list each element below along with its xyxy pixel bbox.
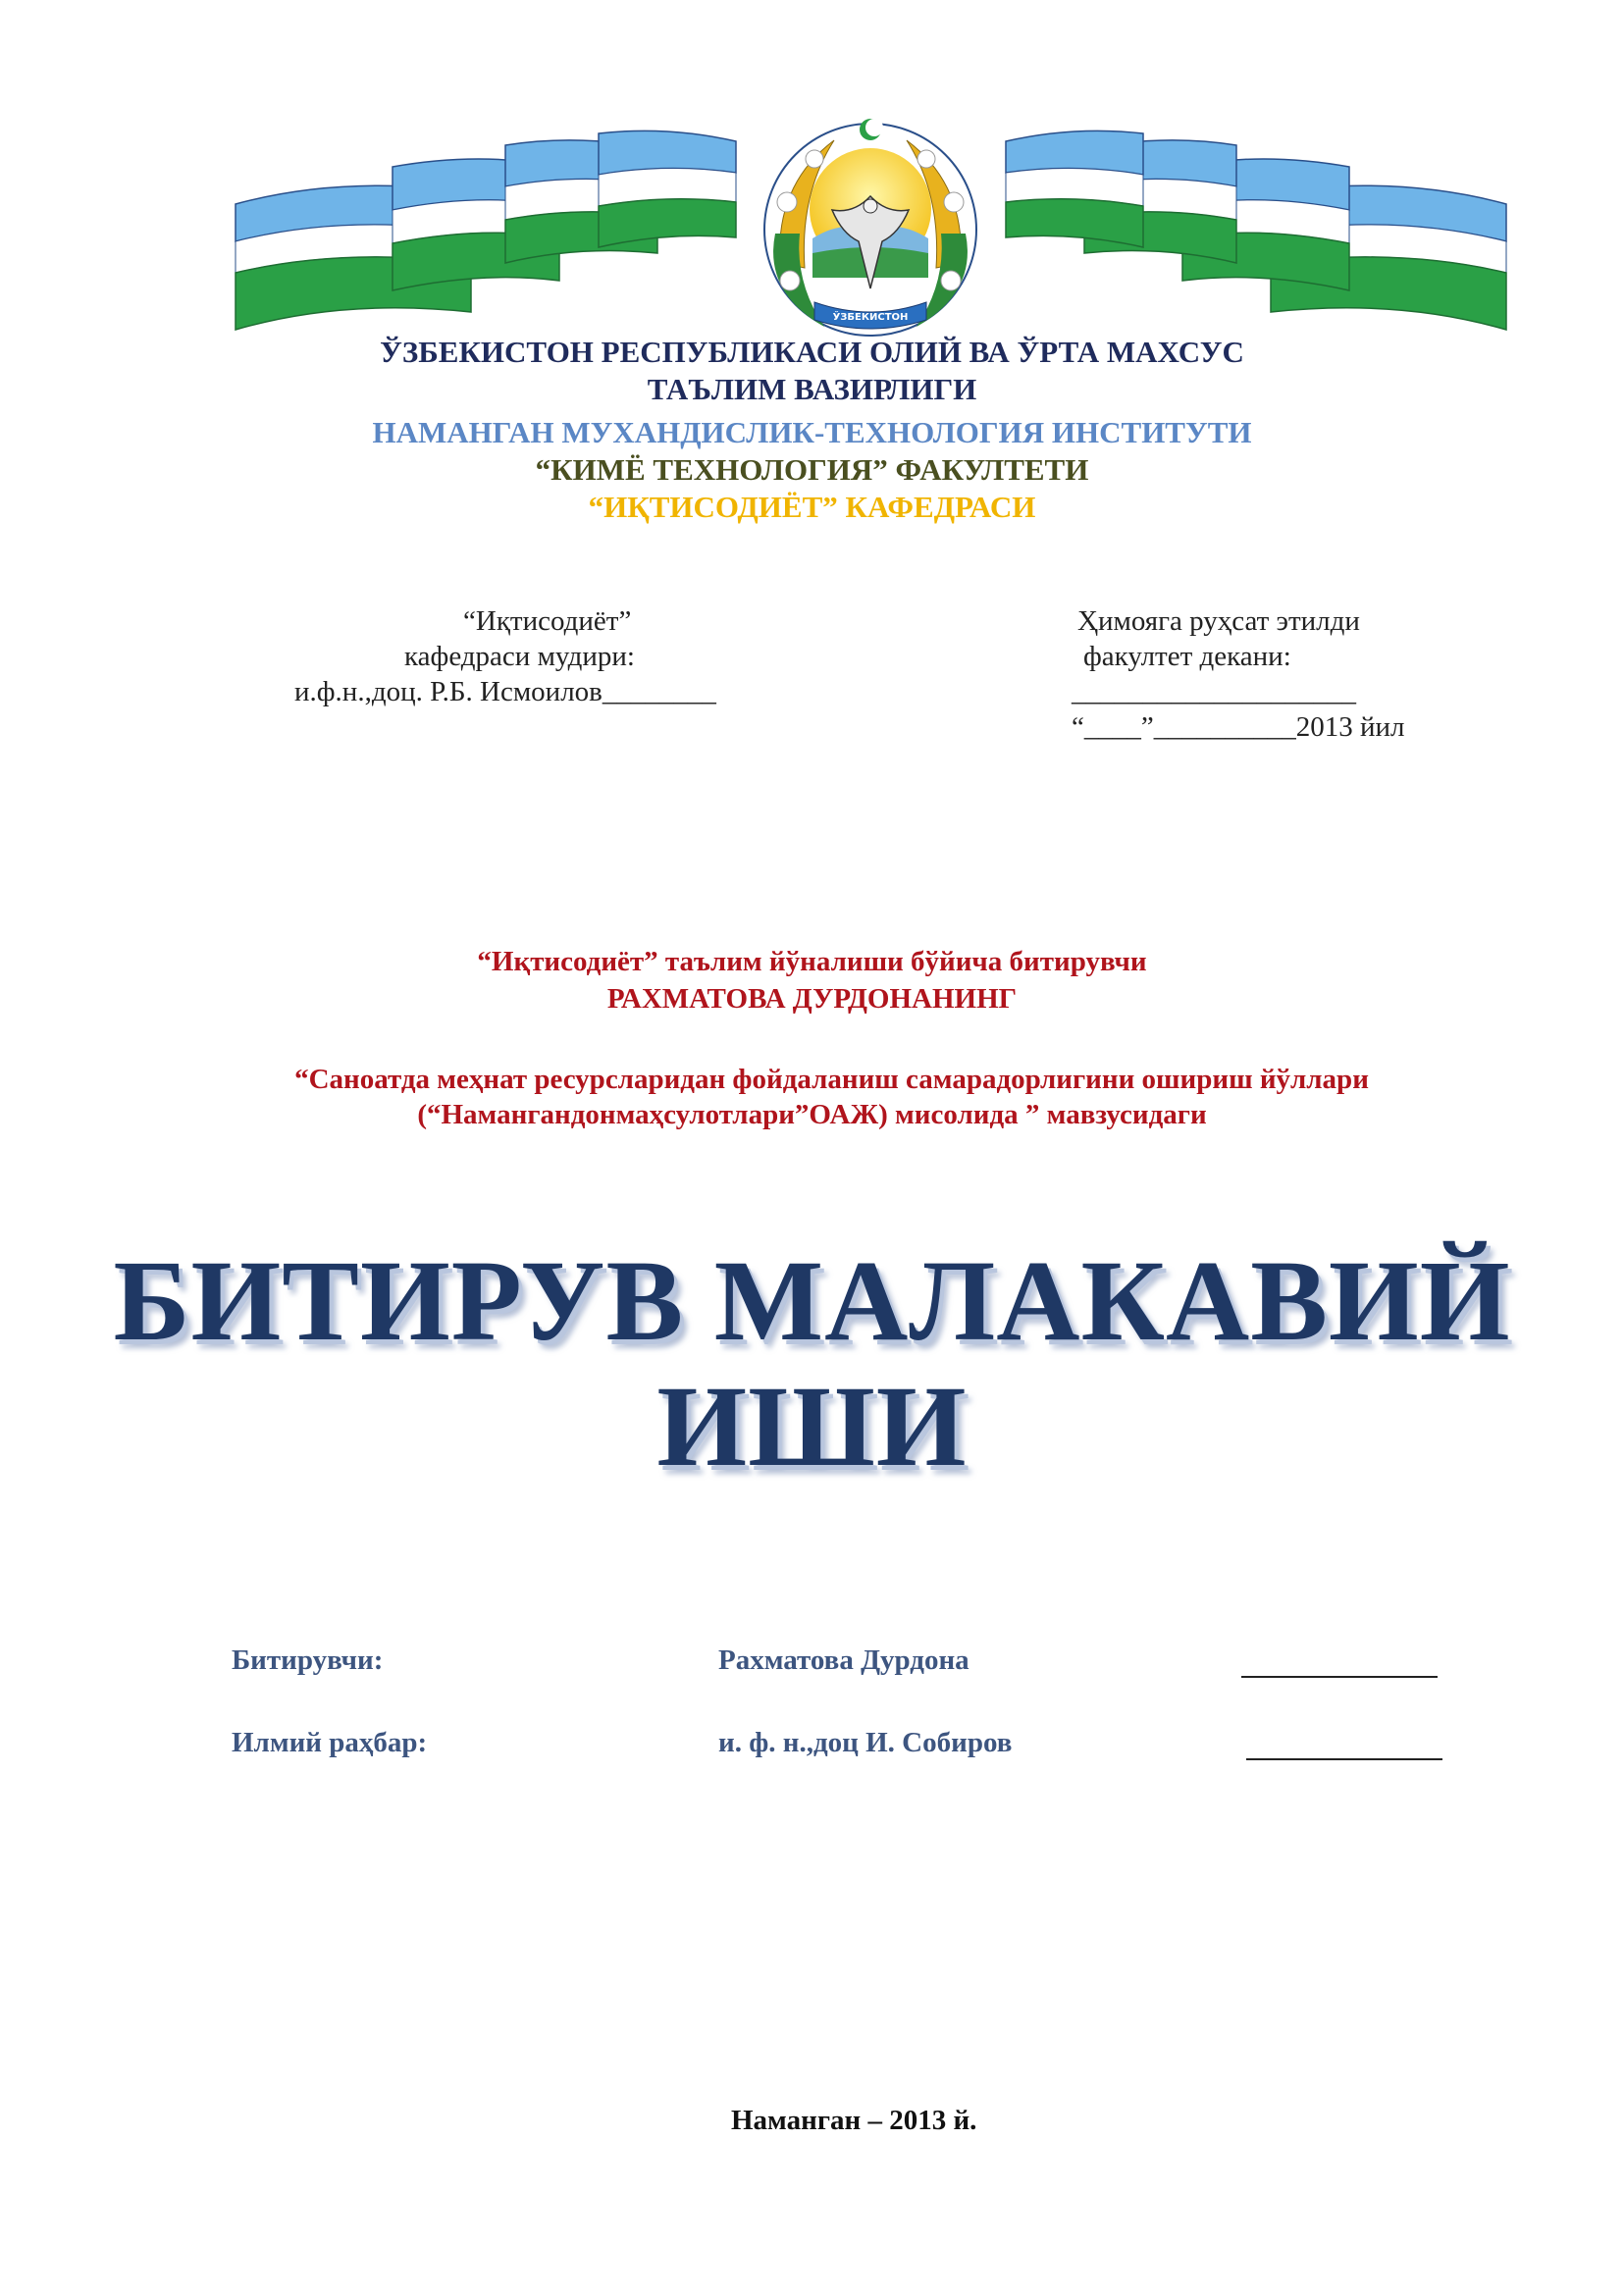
supervisor-name: и. ф. н.,доц И. Собиров [718, 1727, 1013, 1758]
graduate-label: Битирувчи: [232, 1644, 384, 1676]
approval-left-line2: кафедраси мудири: [404, 641, 635, 672]
ministry-name: ЎЗБЕКИСТОН РЕСПУБЛИКАСИ ОЛИЙ ВА ЎРТА МАХСУС ТАЪЛИМ ВАЗИРЛИГИ [380, 335, 1244, 406]
supervisor-signature-line [1246, 1758, 1442, 1760]
document-title-line1: БИТИРУВ МАЛАКАВИЙ [113, 1236, 1511, 1365]
document-title-line2: ИШИ [656, 1362, 968, 1490]
topic-line-2: (“Намангандонмаҳсулотлари”ОАЖ) мисолида ” мавзусидаги [417, 1099, 1207, 1130]
faculty-name: “КИМЁ ТЕХНОЛОГИЯ” ФАКУЛТЕТИ [535, 452, 1089, 487]
institute-name: НАМАНГАН МУХАНДИСЛИК-ТЕХНОЛОГИЯ ИНСТИТУТИ [372, 415, 1252, 449]
student-name: РАХМАТОВА ДУРДОНАНИНГ [606, 983, 1018, 1015]
topic-line-1: “Саноатда меҳнат ресурсларидан фойдаланиш самарадорлигини ошириш йўллари [294, 1064, 1369, 1095]
approval-left-line3: и.ф.н.,доц. Р.Б. Исмоилов________ [294, 676, 716, 707]
approval-right-block [1072, 603, 1503, 745]
right-flag-ribbons [1006, 130, 1506, 330]
approval-right-line3: ____________________ [1072, 676, 1356, 707]
thesis-direction: “Иқтисодиёт” таълим йўналиши бўйича битирувчи [477, 946, 1147, 977]
approval-left-line1: “Иқтисодиёт” [463, 605, 632, 637]
department-name: “ИҚТИСОДИЁТ” КАФЕДРАСИ [588, 490, 1036, 524]
emblem-graphic [226, 116, 1516, 343]
approval-right-line1: Ҳимояга руҳсат этилди [1077, 605, 1360, 637]
approval-left-block [294, 603, 805, 709]
emblem-ribbon-text: ЎЗБЕКИСТОН [832, 312, 909, 323]
state-emblem-banner [226, 116, 1516, 343]
supervisor-label: Илмий раҳбар: [232, 1727, 428, 1758]
left-flag-ribbons [236, 130, 736, 330]
approval-right-line4: “____”__________2013 йил [1072, 711, 1405, 743]
graduate-name: Рахматова Дурдона [718, 1644, 969, 1676]
graduate-signature-line [1241, 1676, 1438, 1678]
coat-of-arms-icon [764, 119, 976, 336]
approval-right-line2: факултет декани: [1083, 641, 1291, 672]
city-year-footer: Наманган – 2013 й. [731, 2105, 977, 2136]
